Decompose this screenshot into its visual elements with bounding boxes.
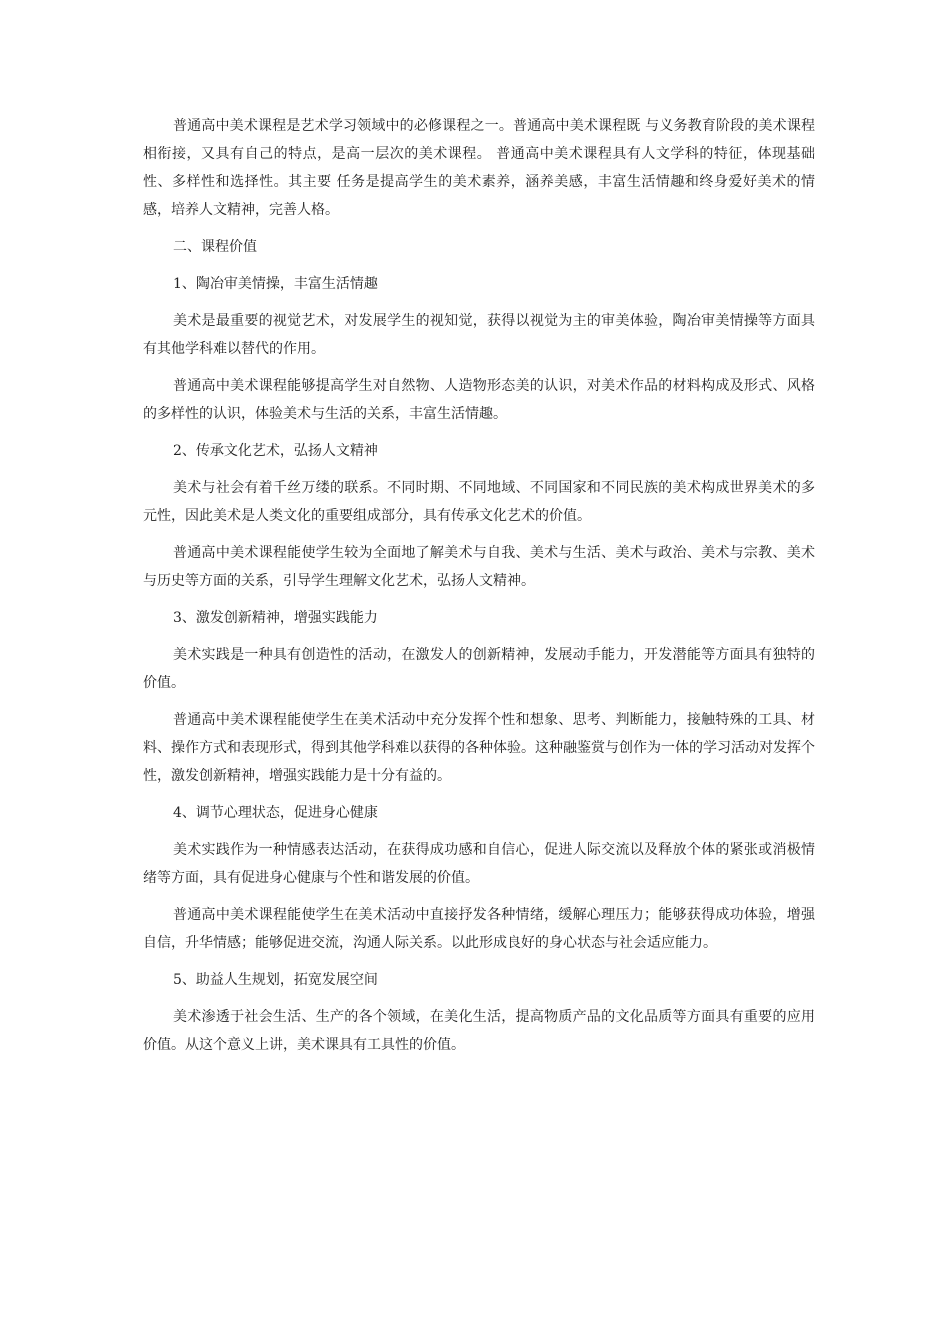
paragraph-3a: 美术实践是一种具有创造性的活动，在激发人的创新精神，发展动手能力，开发潜能等方面具有独特的价值。	[143, 647, 815, 691]
subheading-5: 5、助益人生规划，拓宽发展空间	[173, 972, 378, 988]
section-heading-course-value: 二、课程价值	[173, 239, 257, 255]
subheading-2: 2、传承文化艺术，弘扬人文精神	[173, 443, 378, 459]
paragraph-5a: 美术渗透于社会生活、生产的各个领域，在美化生活，提高物质产品的文化品质等方面具有重要的应用价值。从这个意义上讲，美术课具有工具性的价值。	[143, 1009, 815, 1053]
paragraph-2a: 美术与社会有着千丝万缕的联系。不同时期、不同地域、不同国家和不同民族的美术构成世界美术的多元性，因此美术是人类文化的重要组成部分，具有传承文化艺术的价值。	[143, 480, 815, 524]
paragraph-4a: 美术实践作为一种情感表达活动，在获得成功感和自信心，促进人际交流以及释放个体的紧张或消极情绪等方面，具有促进身心健康与个性和谐发展的价值。	[143, 842, 815, 886]
subheading-3: 3、激发创新精神，增强实践能力	[173, 610, 378, 626]
subheading-4: 4、调节心理状态，促进身心健康	[173, 805, 378, 821]
paragraph-2b: 普通高中美术课程能使学生较为全面地了解美术与自我、美术与生活、美术与政治、美术与宗教、美术与历史等方面的关系，引导学生理解文化艺术，弘扬人文精神。	[143, 545, 815, 589]
subheading-1: 1、陶冶审美情操，丰富生活情趣	[173, 276, 378, 292]
document-page	[143, 112, 815, 1068]
paragraph-3b: 普通高中美术课程能使学生在美术活动中充分发挥个性和想象、思考、判断能力，接触特殊的工具、材料、操作方式和表现形式，得到其他学科难以获得的各种体验。这种融鉴赏与创作为一体的学习活动对发挥个性，激发创新精神，增强实践能力是十分有益的。	[143, 712, 815, 784]
paragraph-1a: 美术是最重要的视觉艺术，对发展学生的视知觉，获得以视觉为主的审美体验，陶冶审美情操等方面具有其他学科难以替代的作用。	[143, 313, 815, 357]
paragraph-4b: 普通高中美术课程能使学生在美术活动中直接抒发各种情绪，缓解心理压力；能够获得成功体验，增强自信，升华情感；能够促进交流，沟通人际关系。以此形成良好的身心状态与社会适应能力。	[143, 907, 815, 951]
paragraph-1b: 普通高中美术课程能够提高学生对自然物、人造物形态美的认识，对美术作品的材料构成及形式、风格的多样性的认识，体验美术与生活的关系，丰富生活情趣。	[143, 378, 815, 422]
intro-paragraph: 普通高中美术课程是艺术学习领域中的必修课程之一。普通高中美术课程既 与义务教育阶段的美术课程相衔接，又具有自己的特点，是高一层次的美术课程。 普通高中美术课程具有人文学科的特征，体现基础性、多样性和选择性。其主要 任务是提高学生的美术素养，涵养美感，丰富生活情趣和终身爱好美术的情感，培养人文精神，完善人格。	[143, 118, 815, 218]
